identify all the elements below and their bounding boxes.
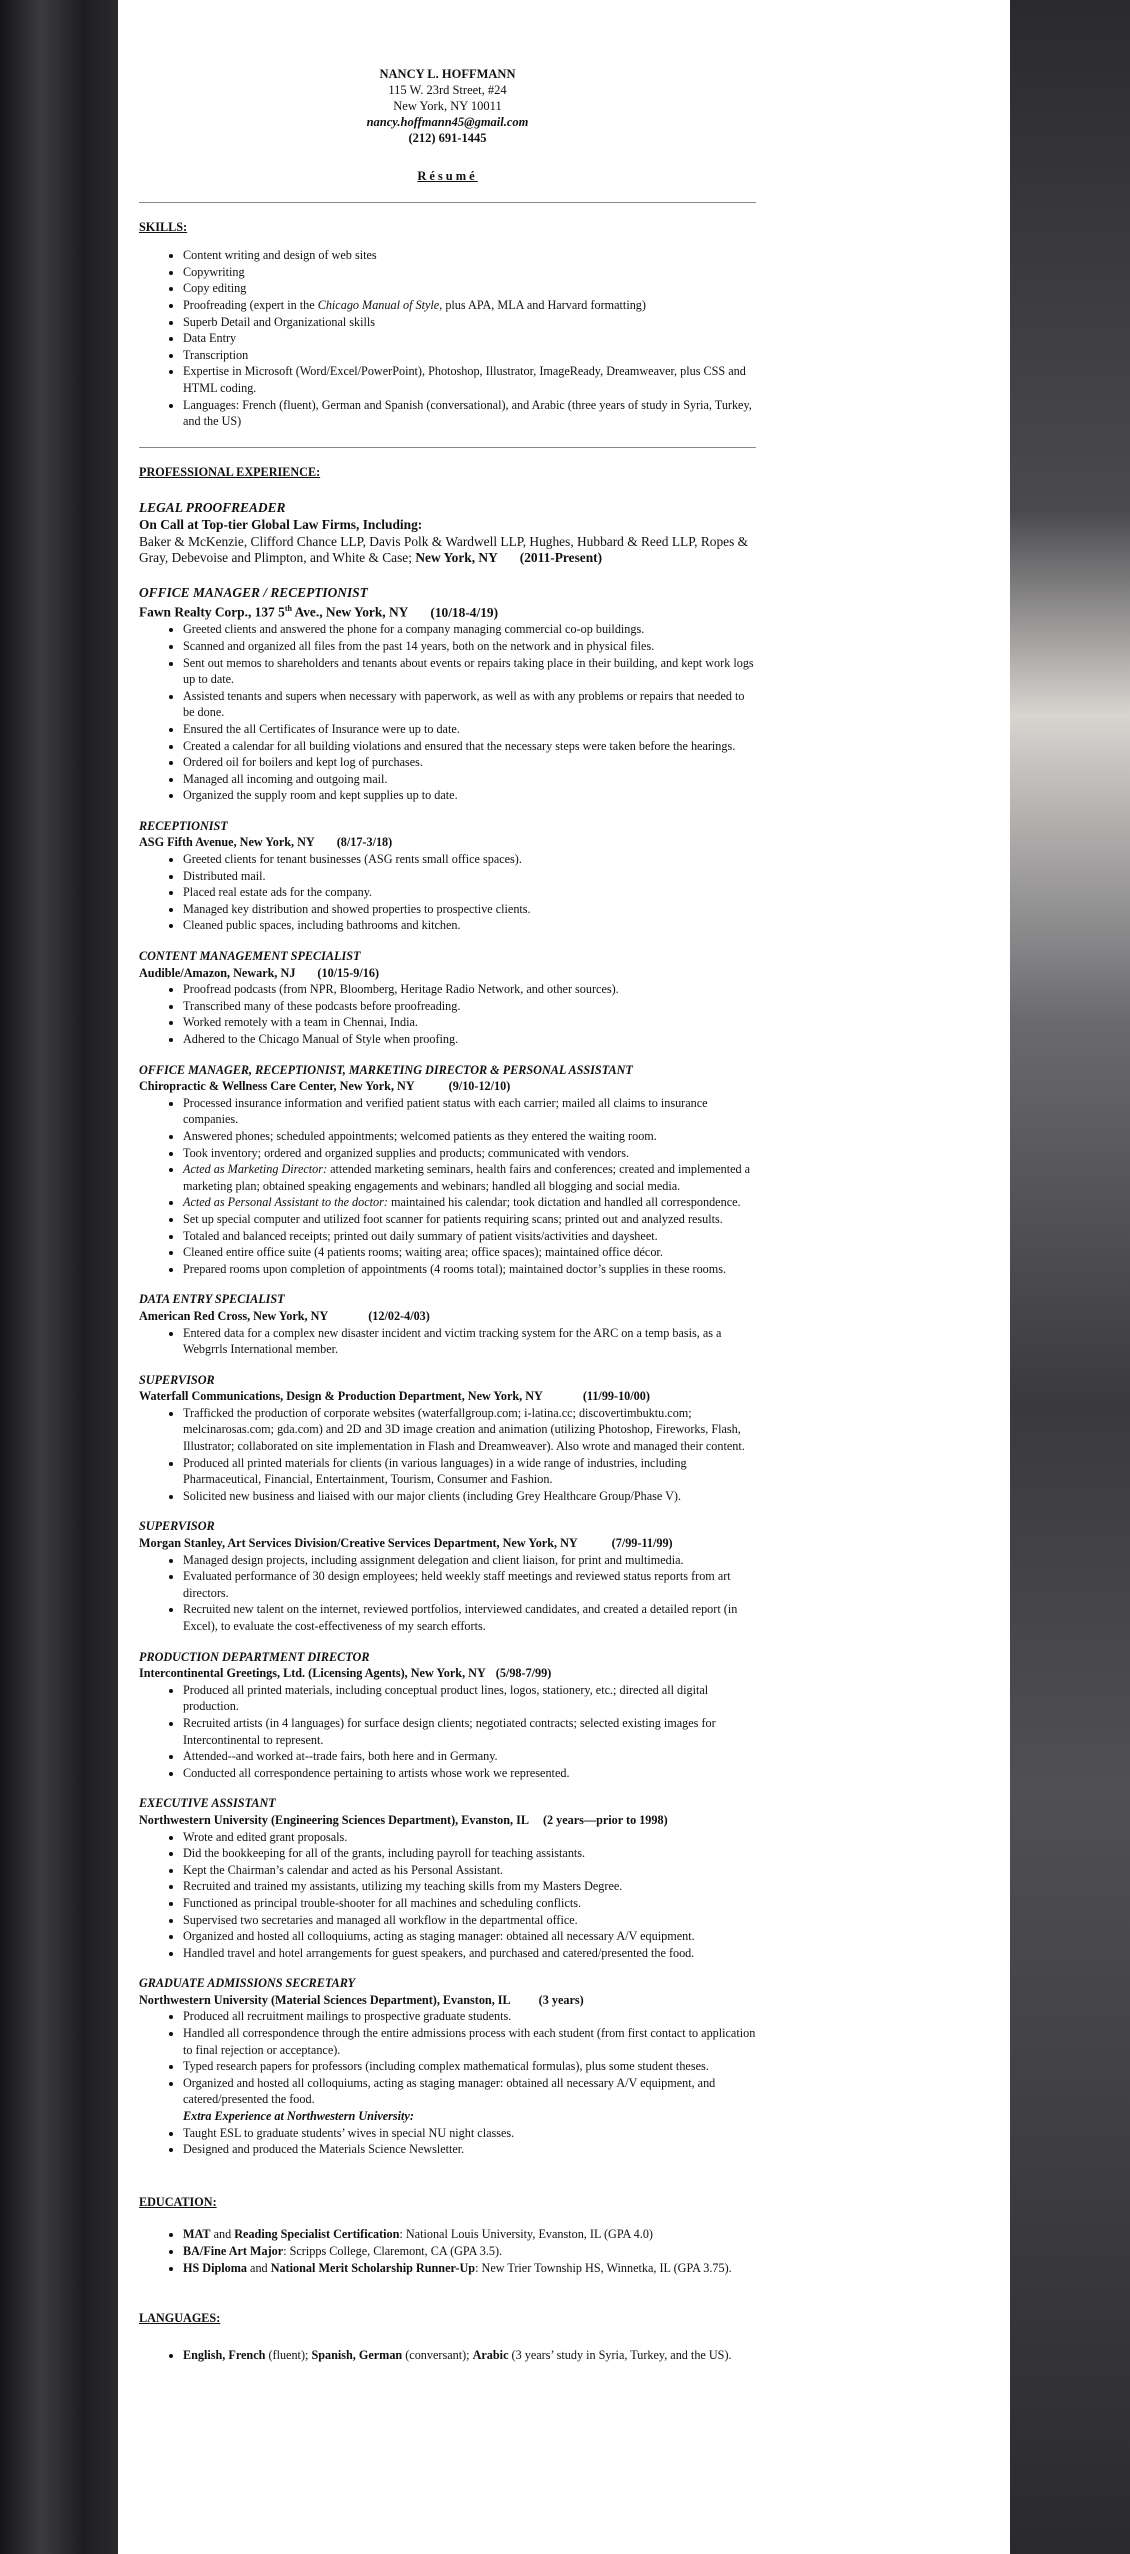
job-title: OFFICE MANAGER / RECEPTIONIST [139, 584, 368, 600]
list-item: • Copy editing [183, 280, 756, 297]
job-bullets [139, 1552, 756, 1635]
list-item: • Conducted all correspondence pertaining to artists whose work we represented. [183, 1765, 756, 1782]
job-red-cross [139, 1291, 756, 1357]
list-item: • BA/Fine Art Major: Scripps College, Claremont, CA (GPA 3.5). [183, 2243, 756, 2260]
list-item: • Copywriting [183, 264, 756, 281]
list-item: • Greeted clients and answered the phone for a company managing commercial co-op buildings. [183, 621, 756, 638]
job-employer: Chiropractic & Wellness Care Center, New York, NY (9/10-12/10) [139, 1079, 511, 1094]
extra-experience-label: Extra Experience at Northwestern University: [183, 2109, 414, 2124]
list-item: • Expertise in Microsoft (Word/Excel/PowerPoint), Photoshop, Illustrator, ImageReady, Dreamweaver, plus CSS and HTML coding. [183, 363, 756, 396]
list-item: • Managed all incoming and outgoing mail. [183, 771, 756, 788]
education-list [139, 2226, 756, 2276]
languages-list [139, 2347, 756, 2364]
list-item: • Worked remotely with a team in Chennai, India. [183, 1014, 756, 1031]
list-item: • Adhered to the Chicago Manual of Style when proofing. [183, 1031, 756, 1048]
divider [139, 202, 756, 203]
doc-title: Résumé [417, 169, 478, 183]
list-item: • Proofread podcasts (from NPR, Bloomberg, Heritage Radio Network, and other sources). [183, 981, 756, 998]
job-title: PRODUCTION DEPARTMENT DIRECTOR [139, 1649, 370, 1664]
job-firms: Baker & McKenzie, Clifford Chance LLP, Davis Polk & Wardwell LLP, Hughes, Hubbard & Reed LLP, Ropes & Gray, Debevoise and Plimpton, and White & Case; New York, NY (2011-Present) [139, 533, 749, 566]
education-title: EDUCATION: [139, 2194, 217, 2209]
list-item: • Recruited new talent on the internet, reviewed portfolios, interviewed candidates, and created a detailed report (in Excel), to evaluate the cost-effectiveness of my search efforts. [183, 1601, 756, 1634]
list-item: • Processed insurance information and verified patient status with each carrier; mailed all claims to insurance companies. [183, 1095, 756, 1128]
experience-title: PROFESSIONAL EXPERIENCE: [139, 464, 321, 479]
list-item: • Proofreading (expert in the Chicago Manual of Style, plus APA, MLA and Harvard formatting) [183, 297, 756, 314]
list-item: • Supervised two secretaries and managed all workflow in the departmental office. [183, 1912, 756, 1929]
list-item: • Trafficked the production of corporate websites (waterfallgroup.com; i-latina.cc; discovertimbuktu.com; melcinarosas.com; gda.com) and 2D and 3D image creation and animation (utilizing Photoshop, Fireworks, Flash, Illustrator; collaborated on site implementation in Flash and Dreamweaver). Also wrote and managed their content. [183, 1405, 756, 1455]
skills-title: SKILLS: [139, 219, 188, 234]
list-item: • Acted as Marketing Director: attended marketing seminars, health fairs and conferences; created and implemented a marketing plan; obtained speaking engagements and webinars; handled all blogging and social media. [183, 1161, 756, 1194]
resume-header [139, 66, 756, 146]
list-item: • Solicited new business and liaised with our major clients (including Grey Healthcare Group/Phase V). [183, 1488, 756, 1505]
list-item: • Kept the Chairman’s calendar and acted as his Personal Assistant. [183, 1862, 756, 1879]
job-employer: Morgan Stanley, Art Services Division/Creative Services Department, New York, NY (7/99-11/99) [139, 1536, 673, 1551]
job-bullets [139, 1405, 756, 1505]
list-item: • Ordered oil for boilers and kept log of purchases. [183, 754, 756, 771]
list-item: • Organized and hosted all colloquiums, acting as staging manager: obtained all necessary A/V equipment, and catered/presented the food. [183, 2075, 756, 2108]
list-item: • Designed and produced the Materials Science Newsletter. [183, 2141, 756, 2158]
job-chiropractic [139, 1062, 756, 1278]
job-morgan-stanley [139, 1518, 756, 1634]
list-item: • Produced all recruitment mailings to prospective graduate students. [183, 2008, 756, 2025]
list-item: • Answered phones; scheduled appointments; welcomed patients as they entered the waiting room. [183, 1128, 756, 1145]
job-bullets [139, 621, 756, 804]
list-item: • Content writing and design of web sites [183, 247, 756, 264]
job-subtitle: On Call at Top-tier Global Law Firms, Including: [139, 516, 423, 532]
job-title: OFFICE MANAGER, RECEPTIONIST, MARKETING DIRECTOR & PERSONAL ASSISTANT [139, 1062, 633, 1077]
job-audible [139, 948, 756, 1048]
list-item: • Sent out memos to shareholders and tenants about events or repairs taking place in their building, and kept work logs up to date. [183, 655, 756, 688]
list-item: • Organized the supply room and kept supplies up to date. [183, 787, 756, 804]
job-employer: Fawn Realty Corp., 137 5th Ave., New York, NY (10/18-4/19) [139, 604, 499, 620]
candidate-name: NANCY L. HOFFMANN [379, 67, 516, 81]
job-intercontinental [139, 1649, 756, 1782]
list-item: • Cleaned public spaces, including bathrooms and kitchen. [183, 917, 756, 934]
list-item: • Acted as Personal Assistant to the doctor: maintained his calendar; took dictation and handled all correspondence. [183, 1194, 756, 1211]
list-item: • MAT and Reading Specialist Certification: National Louis University, Evanston, IL (GPA 4.0) [183, 2226, 756, 2243]
list-item: • Handled travel and hotel arrangements for guest speakers, and purchased and catered/presented the food. [183, 1945, 756, 1962]
job-title: CONTENT MANAGEMENT SPECIALIST [139, 949, 361, 964]
job-bullets [139, 981, 756, 1047]
list-item: • Managed design projects, including assignment delegation and client liaison, for print and multimedia. [183, 1552, 756, 1569]
email[interactable]: nancy.hoffmann45@gmail.com [366, 115, 529, 129]
list-item: • Recruited and trained my assistants, utilizing my teaching skills from my Masters Degree. [183, 1878, 756, 1895]
list-item: • Languages: French (fluent), German and Spanish (conversational), and Arabic (three years of study in Syria, Turkey, and the US) [183, 397, 756, 430]
list-item: • Functioned as principal trouble-shooter for all machines and scheduling conflicts. [183, 1895, 756, 1912]
list-item: • Set up special computer and utilized foot scanner for patients requiring scans; printed out and analyzed results. [183, 1211, 756, 1228]
list-item: • HS Diploma and National Merit Scholarship Runner-Up: New Trier Township HS, Winnetka, IL (GPA 3.75). [183, 2260, 756, 2277]
list-item: • Assisted tenants and supers when necessary with paperwork, as well as with any problems or repairs that needed to be done. [183, 688, 756, 721]
list-item: • Did the bookkeeping for all of the grants, including payroll for teaching assistants. [183, 1845, 756, 1862]
languages-title: LANGUAGES: [139, 2311, 221, 2326]
job-bullets [139, 1325, 756, 1358]
job-employer: Northwestern University (Engineering Sciences Department), Evanston, IL (2 years—prior to 1998) [139, 1812, 668, 1827]
job-bullets [139, 1829, 756, 1962]
list-item: • Handled all correspondence through the entire admissions process with each student (from first contact to application to final rejection or acceptance). [183, 2025, 756, 2058]
list-item: • Totaled and balanced receipts; printed out daily summary of patient visits/activities and daysheet. [183, 1228, 756, 1245]
job-fawn-realty [139, 585, 756, 804]
job-bullets [139, 1095, 756, 1278]
job-bullets [139, 851, 756, 934]
job-employer: Waterfall Communications, Design & Production Department, New York, NY (11/99-10/00) [139, 1389, 650, 1404]
job-waterfall [139, 1372, 756, 1505]
job-employer: ASG Fifth Avenue, New York, NY (8/17-3/18) [139, 835, 393, 850]
list-item: • Recruited artists (in 4 languages) for surface design clients; negotiated contracts; selected existing images for Intercontinental to represent. [183, 1715, 756, 1748]
list-item: • Distributed mail. [183, 868, 756, 885]
list-item: • Evaluated performance of 30 design employees; held weekly staff meetings and reviewed status reports from art directors. [183, 1568, 756, 1601]
list-item: • Greeted clients for tenant businesses (ASG rents small office spaces). [183, 851, 756, 868]
list-item: • Entered data for a complex new disaster incident and victim tracking system for the ARC on a temp basis, as a Webgrrls International member. [183, 1325, 756, 1358]
job-bullets [139, 2008, 756, 2157]
background-left [0, 0, 118, 2554]
job-title: LEGAL PROOFREADER [139, 500, 286, 516]
job-legal-proofreader [139, 500, 756, 566]
job-employer: American Red Cross, New York, NY (12/02-4/03) [139, 1308, 430, 1323]
list-item: • Typed research papers for professors (including complex mathematical formulas), plus some student theses. [183, 2058, 756, 2075]
list-item: • English, French (fluent); Spanish, German (conversant); Arabic (3 years’ study in Syria, Turkey, and the US). [183, 2347, 756, 2364]
list-item: • Created a calendar for all building violations and ensured that the necessary steps were taken before the hearings. [183, 738, 756, 755]
divider [139, 447, 756, 448]
list-item: • Produced all printed materials for clients (in various languages) in a wide range of industries, including Pharmaceutical, Financial, Entertainment, Tourism, Consumer and Fashion. [183, 1455, 756, 1488]
list-item: • Managed key distribution and showed properties to prospective clients. [183, 901, 756, 918]
list-item: • Superb Detail and Organizational skills [183, 314, 756, 331]
list-item: • Attended--and worked at--trade fairs, both here and in Germany. [183, 1748, 756, 1765]
job-title: DATA ENTRY SPECIALIST [139, 1292, 285, 1307]
job-title: EXECUTIVE ASSISTANT [139, 1796, 276, 1811]
job-title: GRADUATE ADMISSIONS SECRETARY [139, 1976, 356, 1991]
list-item: • Data Entry [183, 330, 756, 347]
list-item: • Transcription [183, 347, 756, 364]
list-item: • Took inventory; ordered and organized supplies and products; communicated with vendors. [183, 1145, 756, 1162]
job-title: RECEPTIONIST [139, 818, 228, 833]
list-item: • Transcribed many of these podcasts before proofreading. [183, 998, 756, 1015]
address-line-1: 115 W. 23rd Street, #24 [388, 83, 507, 97]
list-item: • Organized and hosted all colloquiums, acting as staging manager: obtained all necessary A/V equipment. [183, 1928, 756, 1945]
job-title: SUPERVISOR [139, 1519, 215, 1534]
job-employer: Intercontinental Greetings, Ltd. (Licensing Agents), New York, NY (5/98-7/99) [139, 1666, 552, 1681]
list-item: • Placed real estate ads for the company. [183, 884, 756, 901]
list-item: • Scanned and organized all files from the past 14 years, both on the network and in physical files. [183, 638, 756, 655]
address-line-2: New York, NY 10011 [393, 99, 502, 113]
job-bullets [139, 1682, 756, 1782]
list-item: • Taught ESL to graduate students’ wives in special NU night classes. [183, 2125, 756, 2142]
job-employer: Northwestern University (Material Sciences Department), Evanston, IL (3 years) [139, 1992, 584, 2007]
resume-content [139, 66, 756, 2363]
skills-list [139, 247, 756, 430]
phone: (212) 691-1445 [408, 131, 487, 145]
list-item: • Ensured the all Certificates of Insurance were up to date. [183, 721, 756, 738]
job-employer: Audible/Amazon, Newark, NJ (10/15-9/16) [139, 965, 380, 980]
list-item: • Prepared rooms upon completion of appointments (4 rooms total); maintained doctor’s supplies in these rooms. [183, 1261, 756, 1278]
job-asg [139, 818, 756, 934]
list-item: • Wrote and edited grant proposals. [183, 1829, 756, 1846]
job-title: SUPERVISOR [139, 1372, 215, 1387]
list-item: • Cleaned entire office suite (4 patients rooms; waiting area; office spaces); maintained office décor. [183, 1244, 756, 1261]
job-nu-engineering [139, 1795, 756, 1961]
list-item: • Produced all printed materials, including conceptual product lines, logos, stationery, etc.; directed all digital production. [183, 1682, 756, 1715]
job-nu-materials [139, 1975, 756, 2158]
background-right [1010, 0, 1130, 2554]
